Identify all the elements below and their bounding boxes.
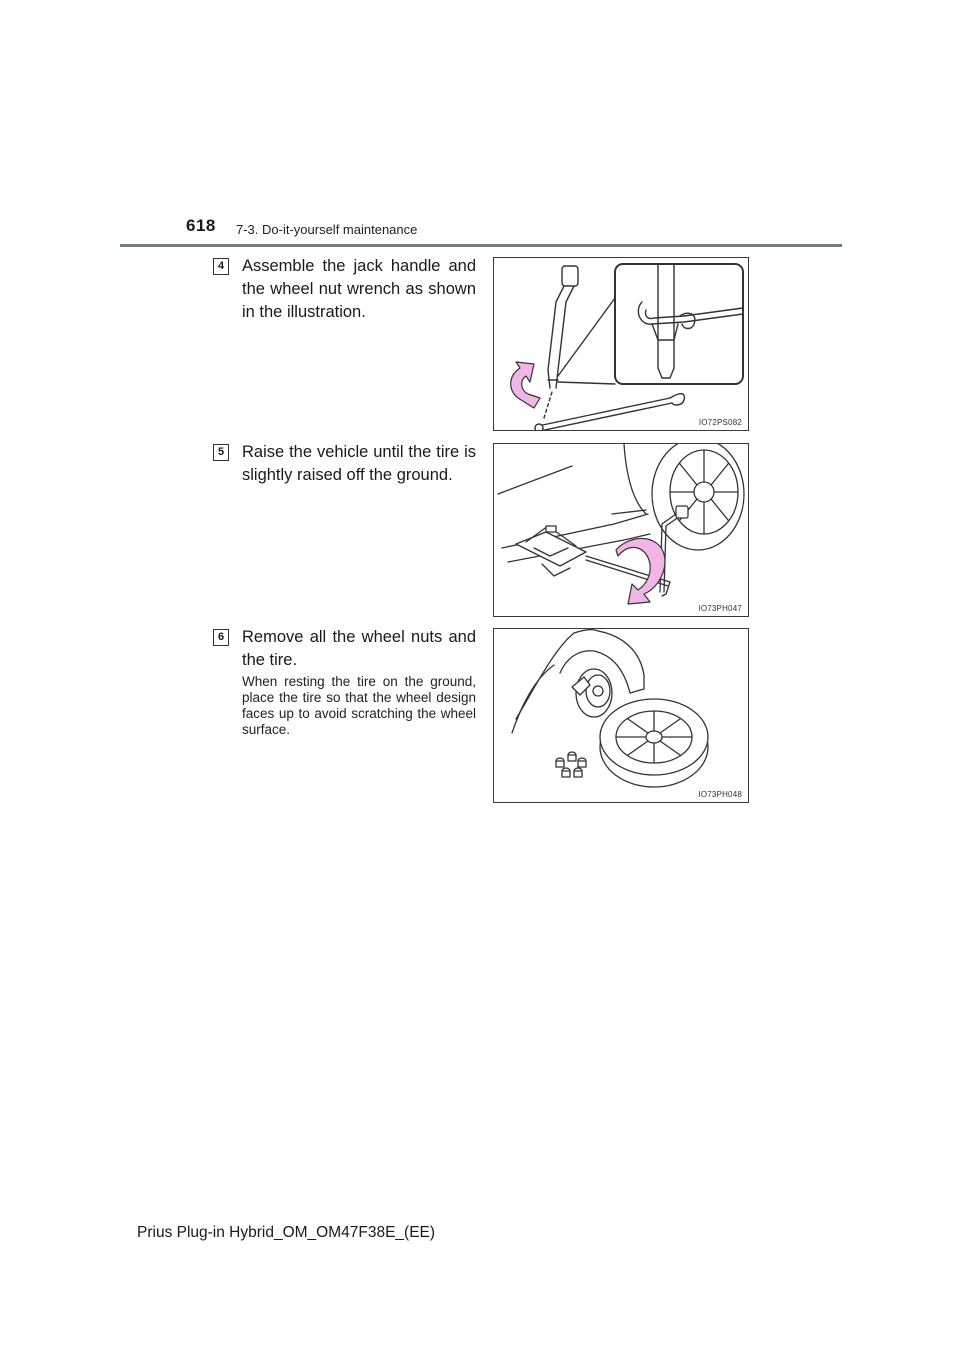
step-number-5: 5 bbox=[213, 444, 229, 461]
step-5-text: Raise the vehicle until the tire is slightly raised off the ground. bbox=[242, 443, 476, 484]
step-6-note: When resting the tire on the ground, place the tire so that the wheel design faces up to avoid scratching the wheel surface. bbox=[242, 674, 476, 737]
header-rule bbox=[120, 244, 842, 247]
figure-code: IO72PS082 bbox=[698, 418, 742, 427]
figure-remove-tire bbox=[493, 628, 749, 803]
step-number-4: 4 bbox=[213, 258, 229, 275]
remove-wheel-illustration bbox=[494, 629, 748, 802]
jack-handle-wrench-illustration bbox=[494, 258, 748, 430]
figure-raise-vehicle bbox=[493, 443, 749, 617]
figure-jack-handle-assembly bbox=[493, 257, 749, 431]
figure-code: IO73PH048 bbox=[698, 790, 742, 799]
step-6-text: Remove all the wheel nuts and the tire. bbox=[242, 628, 476, 669]
page-number: 618 bbox=[186, 216, 216, 235]
rotate-arrow bbox=[511, 362, 540, 408]
step-number-6: 6 bbox=[213, 629, 229, 646]
step-4-text: Assemble the jack handle and the wheel nut wrench as shown in the illustration. bbox=[242, 257, 476, 321]
figure-code: IO73PH047 bbox=[698, 604, 742, 613]
section-title: 7-3. Do-it-yourself maintenance bbox=[236, 222, 418, 237]
jack-raising-vehicle-illustration bbox=[494, 444, 748, 616]
document-id: Prius Plug-in Hybrid_OM_OM47F38E_(EE) bbox=[137, 1224, 436, 1241]
